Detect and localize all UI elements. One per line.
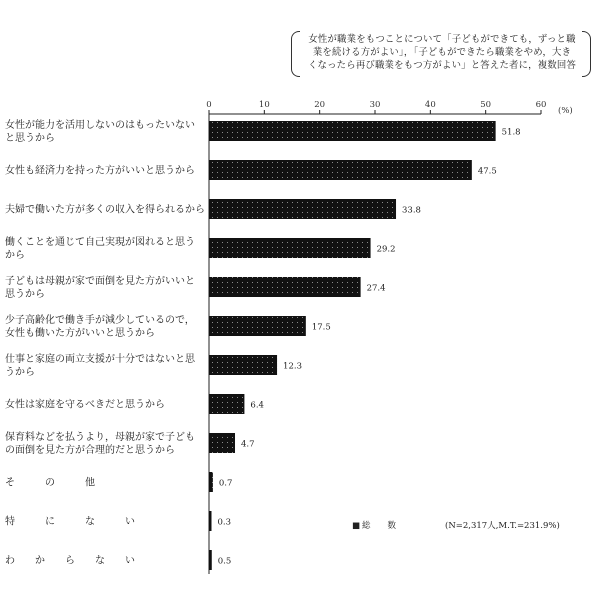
category-label: 子どもは母親が家で面倒を見た方がいいと (5, 276, 195, 287)
bar (209, 433, 235, 453)
category-label: 保育料などを払うより，母親が家で子ども (5, 432, 195, 443)
legend-label: 総 数 (362, 521, 397, 531)
legend-note: (N=2,317人,M.T.=231.9%) (445, 521, 560, 531)
bar (209, 277, 361, 297)
category-label: 特 に な い (5, 516, 135, 528)
x-tick-label: 40 (424, 100, 436, 110)
bar-value-label: 47.5 (477, 166, 497, 177)
category-label: 夫婦で働いた方が多くの収入を得られるから (5, 204, 205, 216)
legend (352, 520, 560, 531)
bar (209, 199, 396, 219)
bar (209, 355, 277, 375)
bar-value-label: 0.5 (217, 556, 232, 567)
bar-value-label: 27.4 (366, 283, 386, 294)
bar-value-label: 0.3 (217, 517, 232, 528)
bar-value-label: 12.3 (283, 361, 302, 372)
category-label: 働くことを通じて自己実現が図れると思う (5, 237, 195, 248)
category-label: から (5, 250, 25, 261)
bar-value-label: 51.8 (501, 127, 521, 138)
category-label: わ か ら な い (5, 555, 135, 567)
category-label: 仕事と家庭の両立支援が十分ではないと思 (5, 354, 195, 365)
bar-value-label: 4.7 (241, 439, 255, 450)
category-label: の面倒を見た方が合理的だと思うから (5, 445, 175, 456)
bar (209, 511, 212, 531)
bar (209, 316, 306, 336)
note-line: 業を続ける方がよい」，「子どもができたら職業をやめ，大き (312, 47, 572, 59)
x-tick-label: 10 (258, 100, 270, 110)
bar-value-label: 29.2 (376, 244, 396, 255)
category-label: 女性は家庭を守るべきだと思うから (5, 399, 165, 411)
bar (209, 121, 496, 141)
x-tick-label: 30 (369, 100, 381, 110)
category-label: 女性が能力を活用しないのはもったいない (5, 120, 195, 131)
x-tick-label: 50 (480, 100, 492, 110)
x-tick-label: 0 (206, 100, 212, 110)
category-label: うから (5, 367, 35, 378)
legend-marker: ■ (352, 521, 361, 531)
x-tick-label: 20 (314, 100, 326, 110)
category-labels (5, 118, 205, 567)
note-line: 女性が職業をもつことについて「子どもができても，ずっと職 (308, 34, 576, 45)
category-label: と思うから (5, 133, 55, 144)
bar (209, 394, 244, 414)
bar-value-label: 17.5 (311, 322, 331, 333)
bar (209, 472, 213, 492)
note-line: くなったら再び職業をもつ方がよい」と答えた者に，複数回答 (307, 60, 577, 72)
category-label: 女性も働いた方がいいと思うから (5, 328, 155, 339)
bar-value-label: 6.4 (250, 400, 264, 411)
bar-value-label: 0.7 (218, 478, 233, 489)
category-label: 少子高齢化で働き手が減少しているので， (5, 315, 195, 326)
bar (209, 160, 472, 180)
bar (209, 550, 212, 570)
category-label: そ の 他 (5, 477, 95, 489)
x-axis-unit: (%) (558, 106, 573, 116)
bars (209, 121, 521, 570)
category-label: 女性も経済力を持った方がいいと思うから (5, 165, 195, 177)
bar-value-label: 33.8 (402, 205, 421, 216)
x-tick-label: 60 (535, 100, 547, 110)
bar (209, 238, 371, 258)
category-label: 思うから (5, 289, 45, 300)
